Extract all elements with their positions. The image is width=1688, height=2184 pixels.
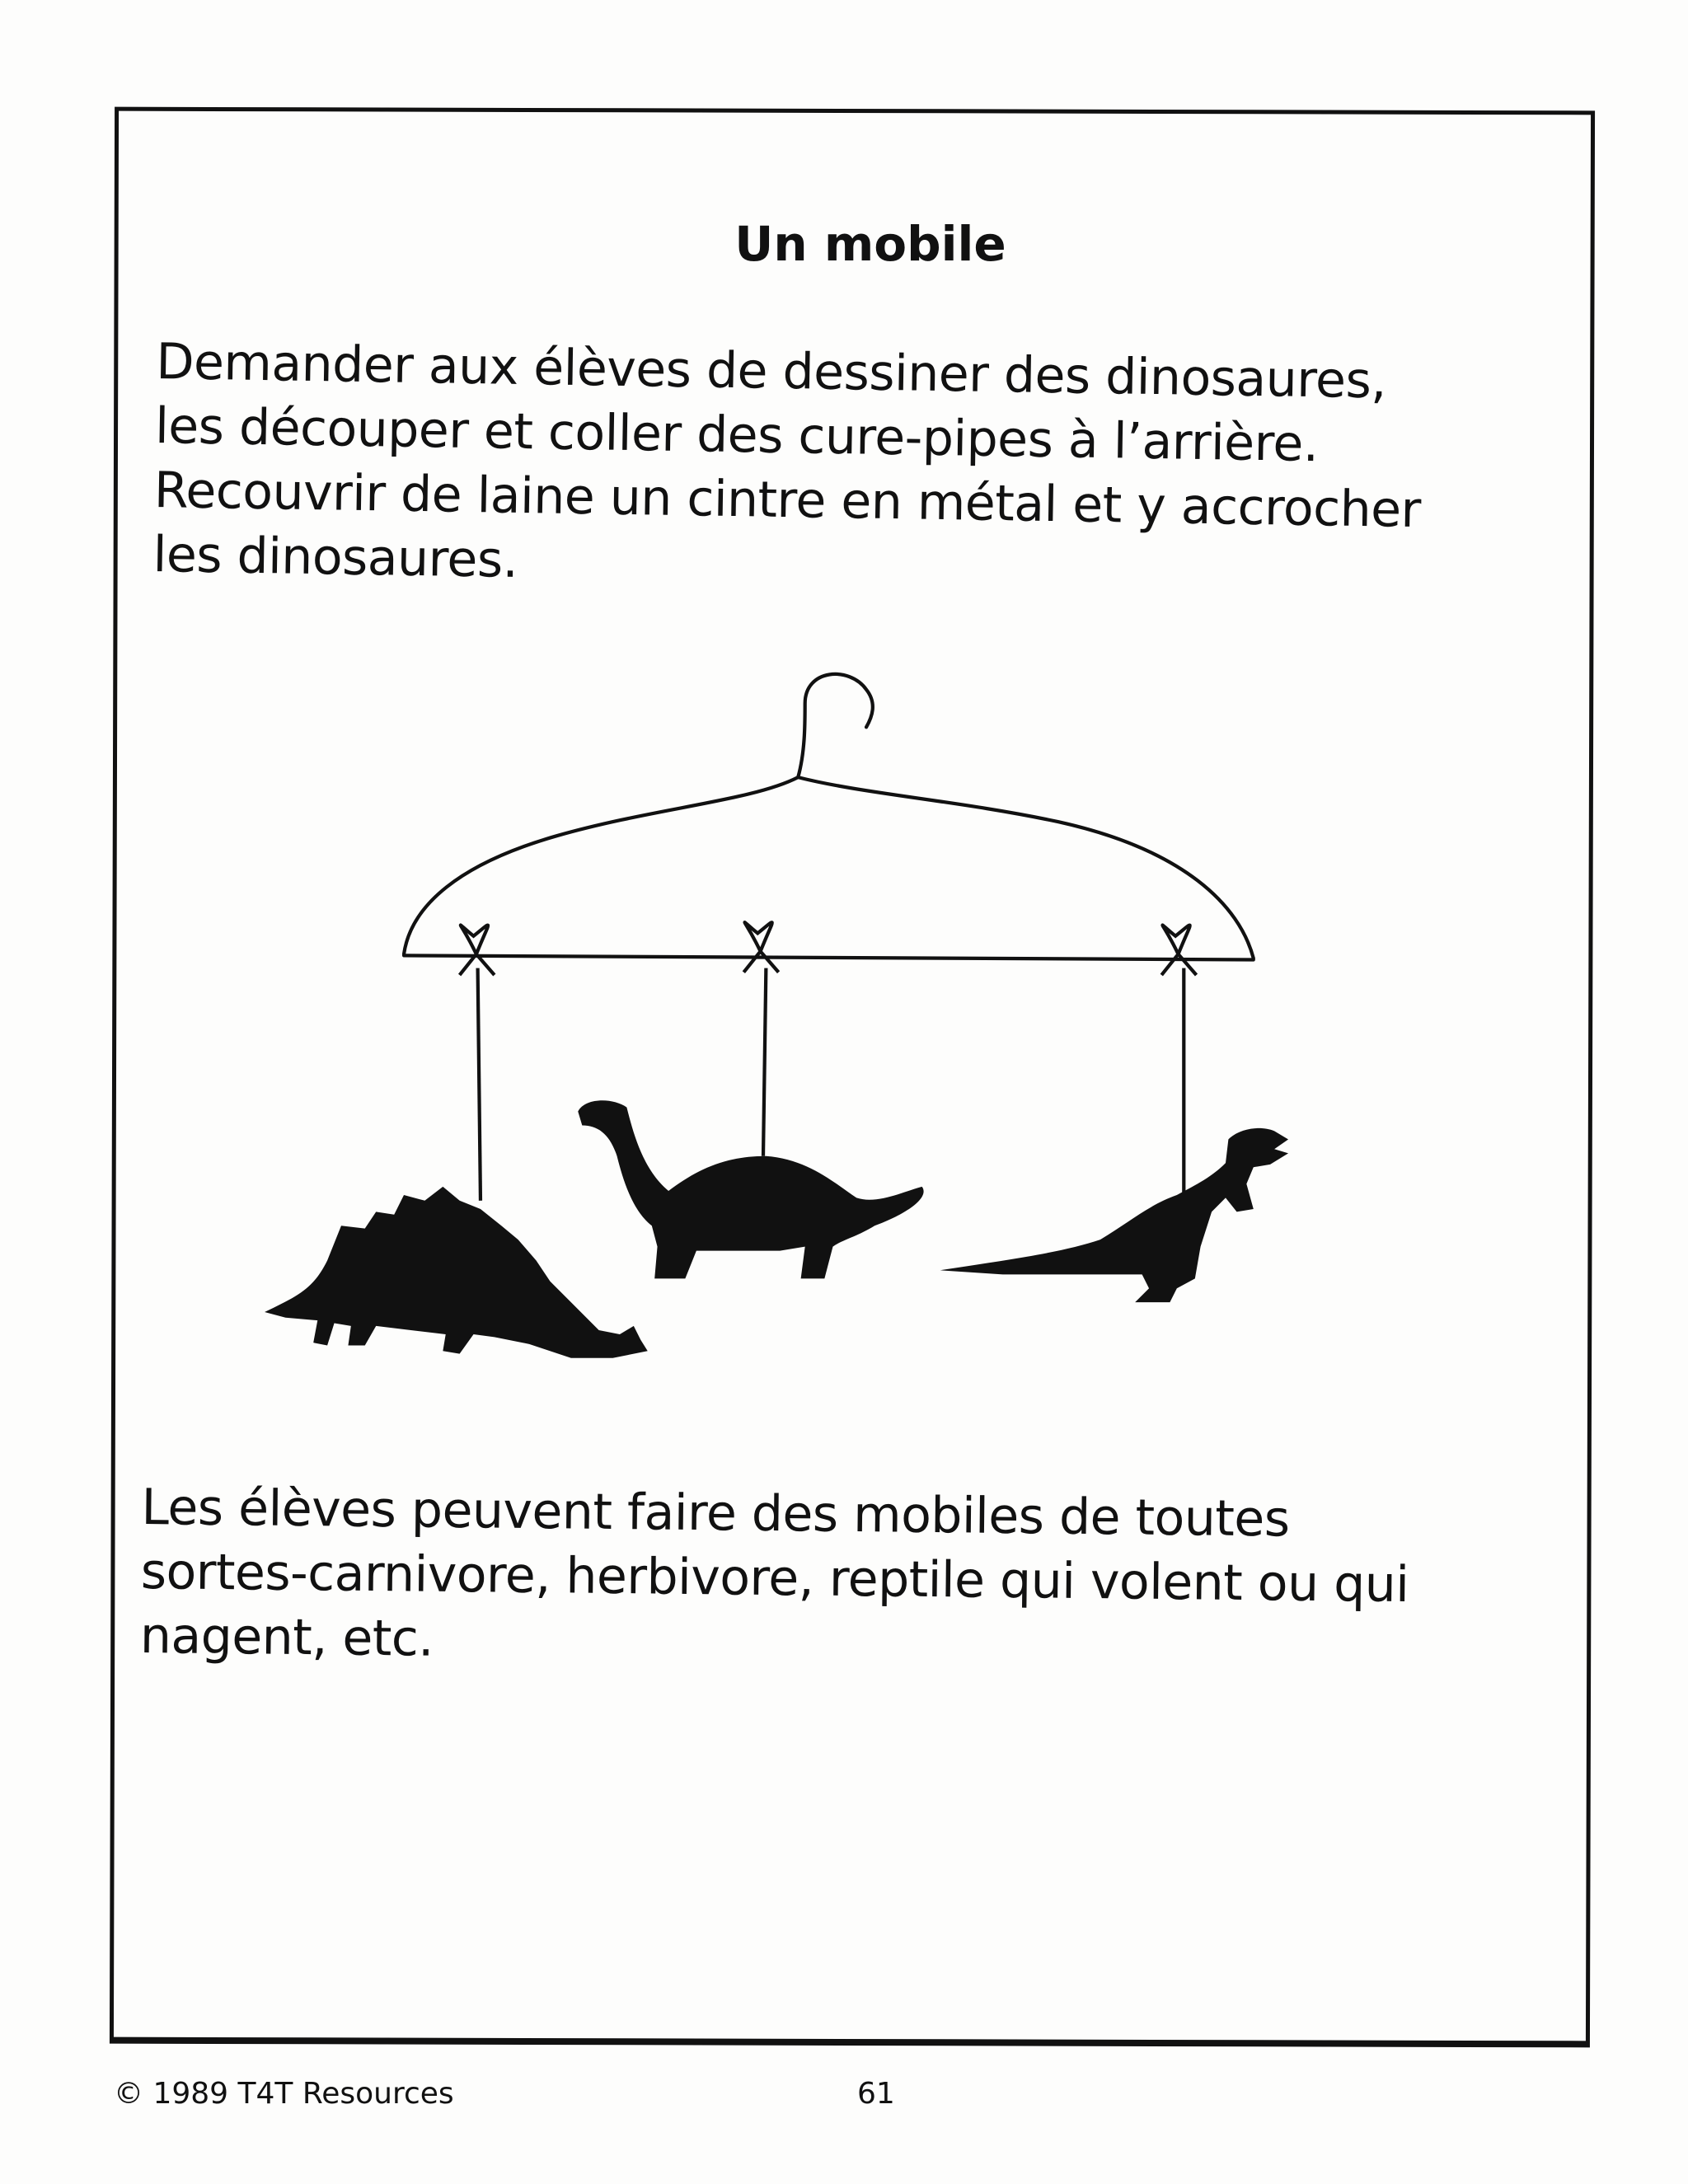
text-line: Demander aux élèves de dessiner des dinosaures, <box>155 332 1387 410</box>
copyright-notice: © 1989 T4T Resources <box>114 2077 454 2111</box>
stegosaurus-silhouette <box>265 1187 648 1358</box>
brontosaurus-silhouette <box>578 1100 923 1278</box>
page-title: Un mobile <box>734 216 1006 272</box>
hanger <box>404 674 1254 960</box>
text-line: les dinosaures. <box>152 525 518 589</box>
text-line: sortes-carnivore, herbivore, reptile qui volent ou qui <box>140 1542 1409 1615</box>
tyrannosaurus-silhouette <box>940 1128 1288 1302</box>
strings <box>478 968 1184 1201</box>
bow-knots <box>460 922 1197 975</box>
page-number: 61 <box>857 2077 895 2111</box>
closing-paragraph <box>140 1475 1559 1683</box>
text-line: Recouvrir de laine un cintre en métal et y accrocher <box>153 461 1422 540</box>
text-line: Les élèves peuvent faire des mobiles de toutes <box>141 1478 1290 1549</box>
text-line: nagent, etc. <box>139 1606 434 1668</box>
text-line: les découper et coller des cure-pipes à l’arrière. <box>154 396 1320 474</box>
